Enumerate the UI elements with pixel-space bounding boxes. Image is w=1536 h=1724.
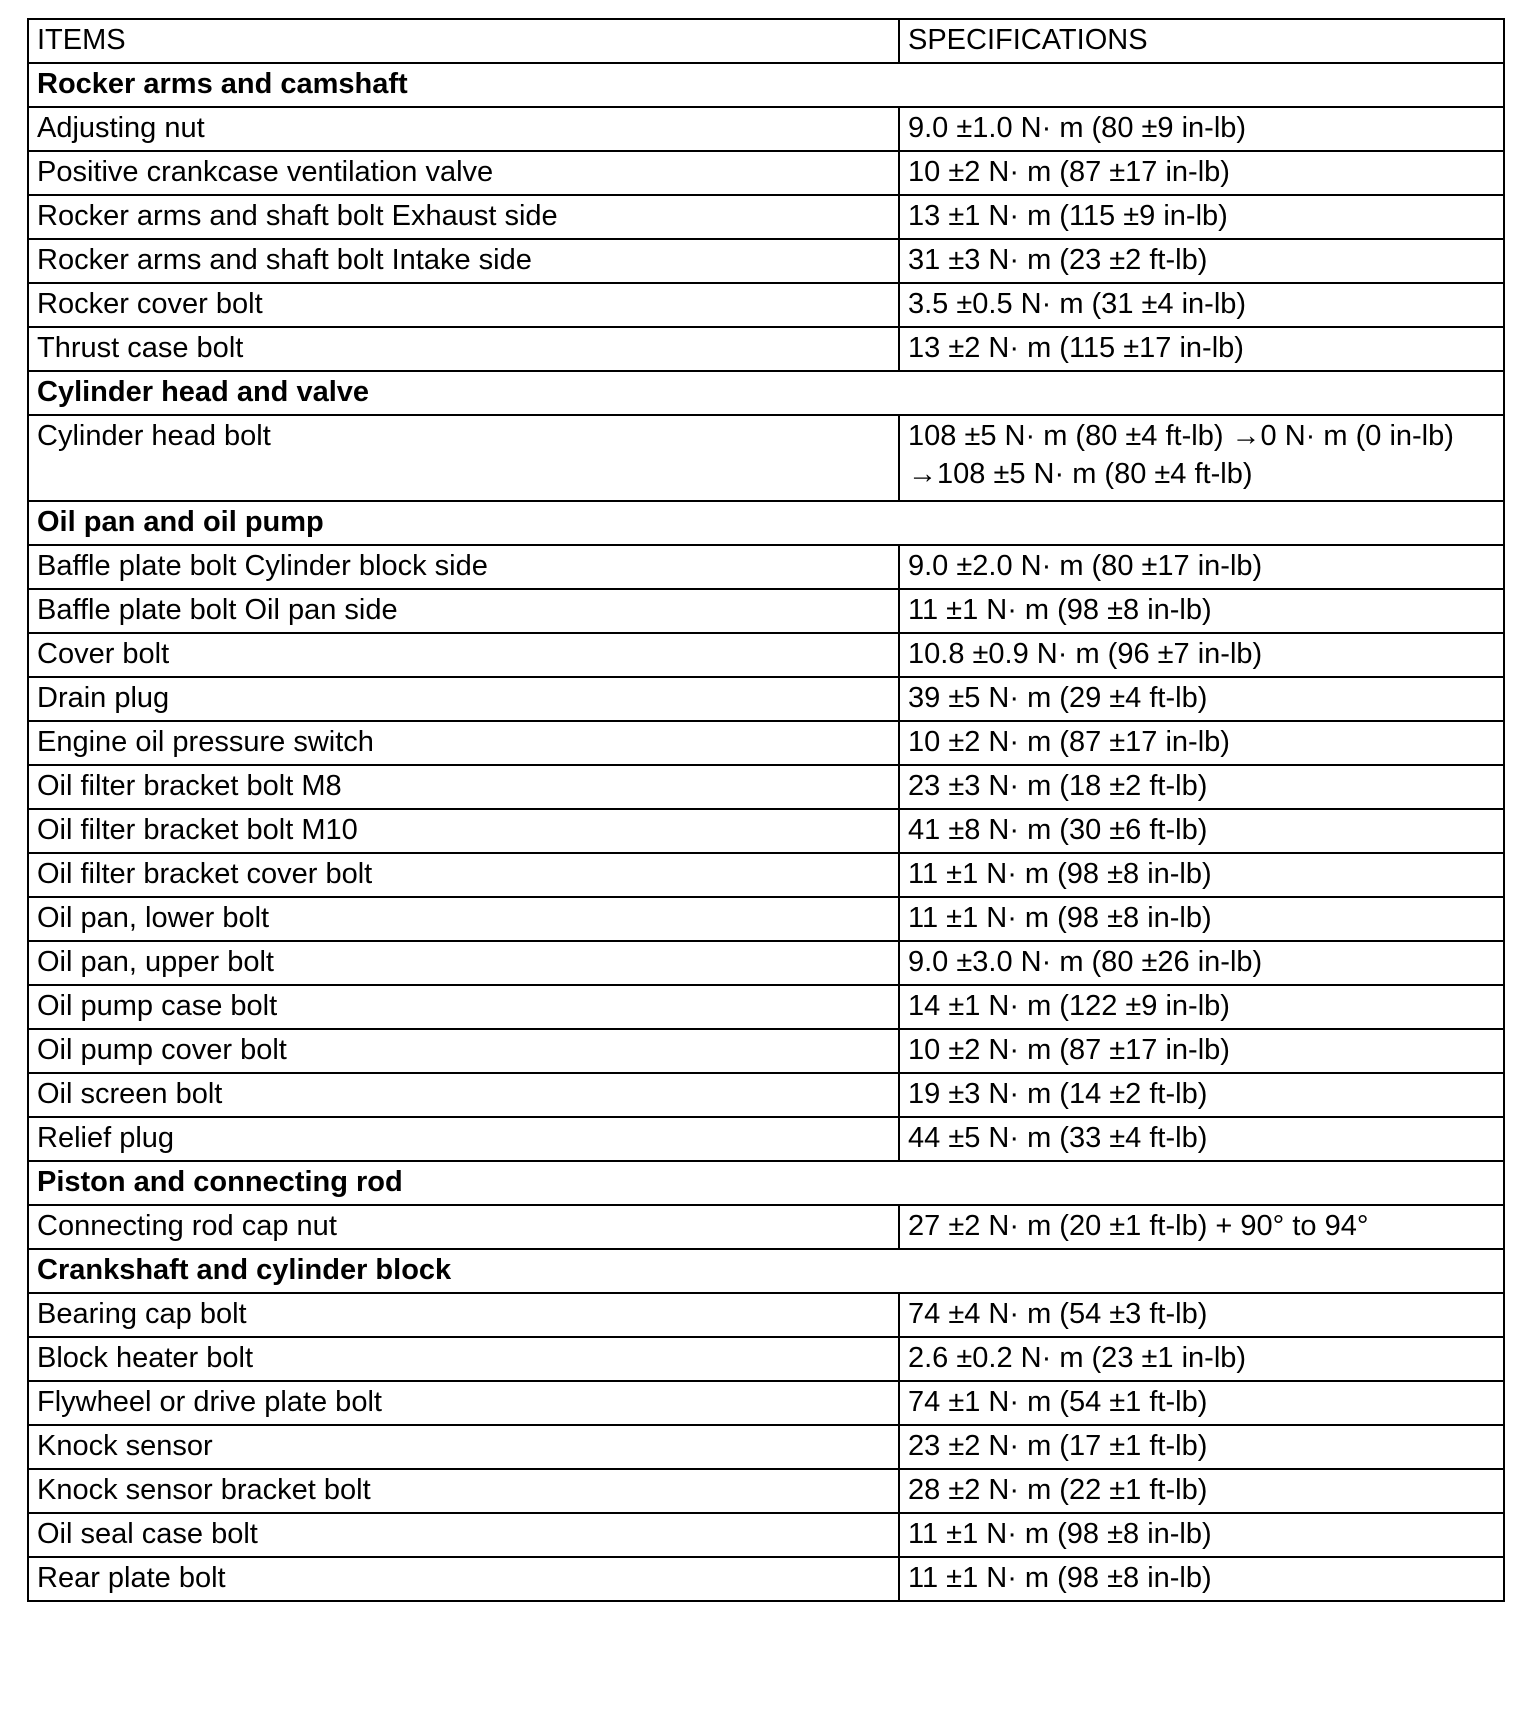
specification-cell: 28 ±2 N· m (22 ±1 ft-lb) [899,1469,1504,1513]
item-cell: Adjusting nut [28,107,899,151]
item-cell: Engine oil pressure switch [28,721,899,765]
section-header-row [28,1249,1504,1293]
table-row [28,1205,1504,1249]
column-header-items: ITEMS [28,19,899,63]
item-cell: Oil filter bracket bolt M8 [28,765,899,809]
item-cell: Oil pump cover bolt [28,1029,899,1073]
item-cell: Oil filter bracket bolt M10 [28,809,899,853]
specification-cell: 10 ±2 N· m (87 ±17 in-lb) [899,1029,1504,1073]
table-row [28,633,1504,677]
table-row [28,415,1504,501]
specification-cell: 11 ±1 N· m (98 ±8 in-lb) [899,897,1504,941]
item-cell: Oil filter bracket cover bolt [28,853,899,897]
specification-cell: 39 ±5 N· m (29 ±4 ft-lb) [899,677,1504,721]
table-row [28,589,1504,633]
table-row [28,327,1504,371]
section-title: Rocker arms and camshaft [28,63,1504,107]
item-cell: Relief plug [28,1117,899,1161]
specification-cell: 11 ±1 N· m (98 ±8 in-lb) [899,589,1504,633]
table-row [28,721,1504,765]
table-row [28,809,1504,853]
specification-cell: 9.0 ±1.0 N· m (80 ±9 in-lb) [899,107,1504,151]
table-row [28,1073,1504,1117]
table-row [28,545,1504,589]
specification-cell: 11 ±1 N· m (98 ±8 in-lb) [899,1557,1504,1601]
item-cell: Oil seal case bolt [28,1513,899,1557]
item-cell: Cylinder head bolt [28,415,899,501]
item-cell: Rear plate bolt [28,1557,899,1601]
table-row [28,1117,1504,1161]
table-row [28,1337,1504,1381]
table-row [28,1381,1504,1425]
table-row [28,107,1504,151]
specification-cell: 74 ±1 N· m (54 ±1 ft-lb) [899,1381,1504,1425]
specification-cell: 10.8 ±0.9 N· m (96 ±7 in-lb) [899,633,1504,677]
specification-cell: 23 ±2 N· m (17 ±1 ft-lb) [899,1425,1504,1469]
table-body [28,63,1504,1601]
item-cell: Flywheel or drive plate bolt [28,1381,899,1425]
item-cell: Connecting rod cap nut [28,1205,899,1249]
section-header-row [28,63,1504,107]
table-row [28,1425,1504,1469]
table-row [28,151,1504,195]
table-row [28,1029,1504,1073]
table-row [28,897,1504,941]
column-header-specifications: SPECIFICATIONS [899,19,1504,63]
item-cell: Bearing cap bolt [28,1293,899,1337]
specification-cell: 27 ±2 N· m (20 ±1 ft-lb) + 90° to 94° [899,1205,1504,1249]
section-header-row [28,501,1504,545]
table-row [28,1293,1504,1337]
item-cell: Rocker arms and shaft bolt Intake side [28,239,899,283]
section-header-row [28,1161,1504,1205]
specification-cell: 11 ±1 N· m (98 ±8 in-lb) [899,853,1504,897]
item-cell: Baffle plate bolt Oil pan side [28,589,899,633]
specification-cell: 19 ±3 N· m (14 ±2 ft-lb) [899,1073,1504,1117]
table-row [28,941,1504,985]
item-cell: Baffle plate bolt Cylinder block side [28,545,899,589]
specification-cell: 2.6 ±0.2 N· m (23 ±1 in-lb) [899,1337,1504,1381]
item-cell: Oil screen bolt [28,1073,899,1117]
table-row [28,677,1504,721]
section-header-row [28,371,1504,415]
table-row [28,853,1504,897]
section-title: Oil pan and oil pump [28,501,1504,545]
specification-cell: 44 ±5 N· m (33 ±4 ft-lb) [899,1117,1504,1161]
specification-cell: 9.0 ±3.0 N· m (80 ±26 in-lb) [899,941,1504,985]
specification-cell: 10 ±2 N· m (87 ±17 in-lb) [899,151,1504,195]
specification-cell: 31 ±3 N· m (23 ±2 ft-lb) [899,239,1504,283]
table-header-row [28,19,1504,63]
table-row [28,1469,1504,1513]
item-cell: Oil pan, lower bolt [28,897,899,941]
table-row [28,765,1504,809]
table-row [28,985,1504,1029]
item-cell: Knock sensor [28,1425,899,1469]
section-title: Piston and connecting rod [28,1161,1504,1205]
item-cell: Positive crankcase ventilation valve [28,151,899,195]
item-cell: Knock sensor bracket bolt [28,1469,899,1513]
specification-cell: 10 ±2 N· m (87 ±17 in-lb) [899,721,1504,765]
section-title: Crankshaft and cylinder block [28,1249,1504,1293]
table-row [28,195,1504,239]
specification-cell: 11 ±1 N· m (98 ±8 in-lb) [899,1513,1504,1557]
specification-cell: 14 ±1 N· m (122 ±9 in-lb) [899,985,1504,1029]
item-cell: Oil pan, upper bolt [28,941,899,985]
item-cell: Oil pump case bolt [28,985,899,1029]
item-cell: Drain plug [28,677,899,721]
specification-cell: 3.5 ±0.5 N· m (31 ±4 in-lb) [899,283,1504,327]
section-title: Cylinder head and valve [28,371,1504,415]
item-cell: Rocker cover bolt [28,283,899,327]
table-row [28,239,1504,283]
table-row [28,283,1504,327]
item-cell: Block heater bolt [28,1337,899,1381]
specification-cell: 23 ±3 N· m (18 ±2 ft-lb) [899,765,1504,809]
specification-cell: 108 ±5 N· m (80 ±4 ft-lb) →0 N· m (0 in-lb) →108 ±5 N· m (80 ±4 ft-lb) [899,415,1504,501]
specification-cell: 74 ±4 N· m (54 ±3 ft-lb) [899,1293,1504,1337]
item-cell: Rocker arms and shaft bolt Exhaust side [28,195,899,239]
item-cell: Thrust case bolt [28,327,899,371]
specification-cell: 41 ±8 N· m (30 ±6 ft-lb) [899,809,1504,853]
specification-cell: 13 ±2 N· m (115 ±17 in-lb) [899,327,1504,371]
table-row [28,1513,1504,1557]
specification-cell: 9.0 ±2.0 N· m (80 ±17 in-lb) [899,545,1504,589]
specification-cell: 13 ±1 N· m (115 ±9 in-lb) [899,195,1504,239]
table-row [28,1557,1504,1601]
torque-specifications-table [27,18,1505,1602]
item-cell: Cover bolt [28,633,899,677]
